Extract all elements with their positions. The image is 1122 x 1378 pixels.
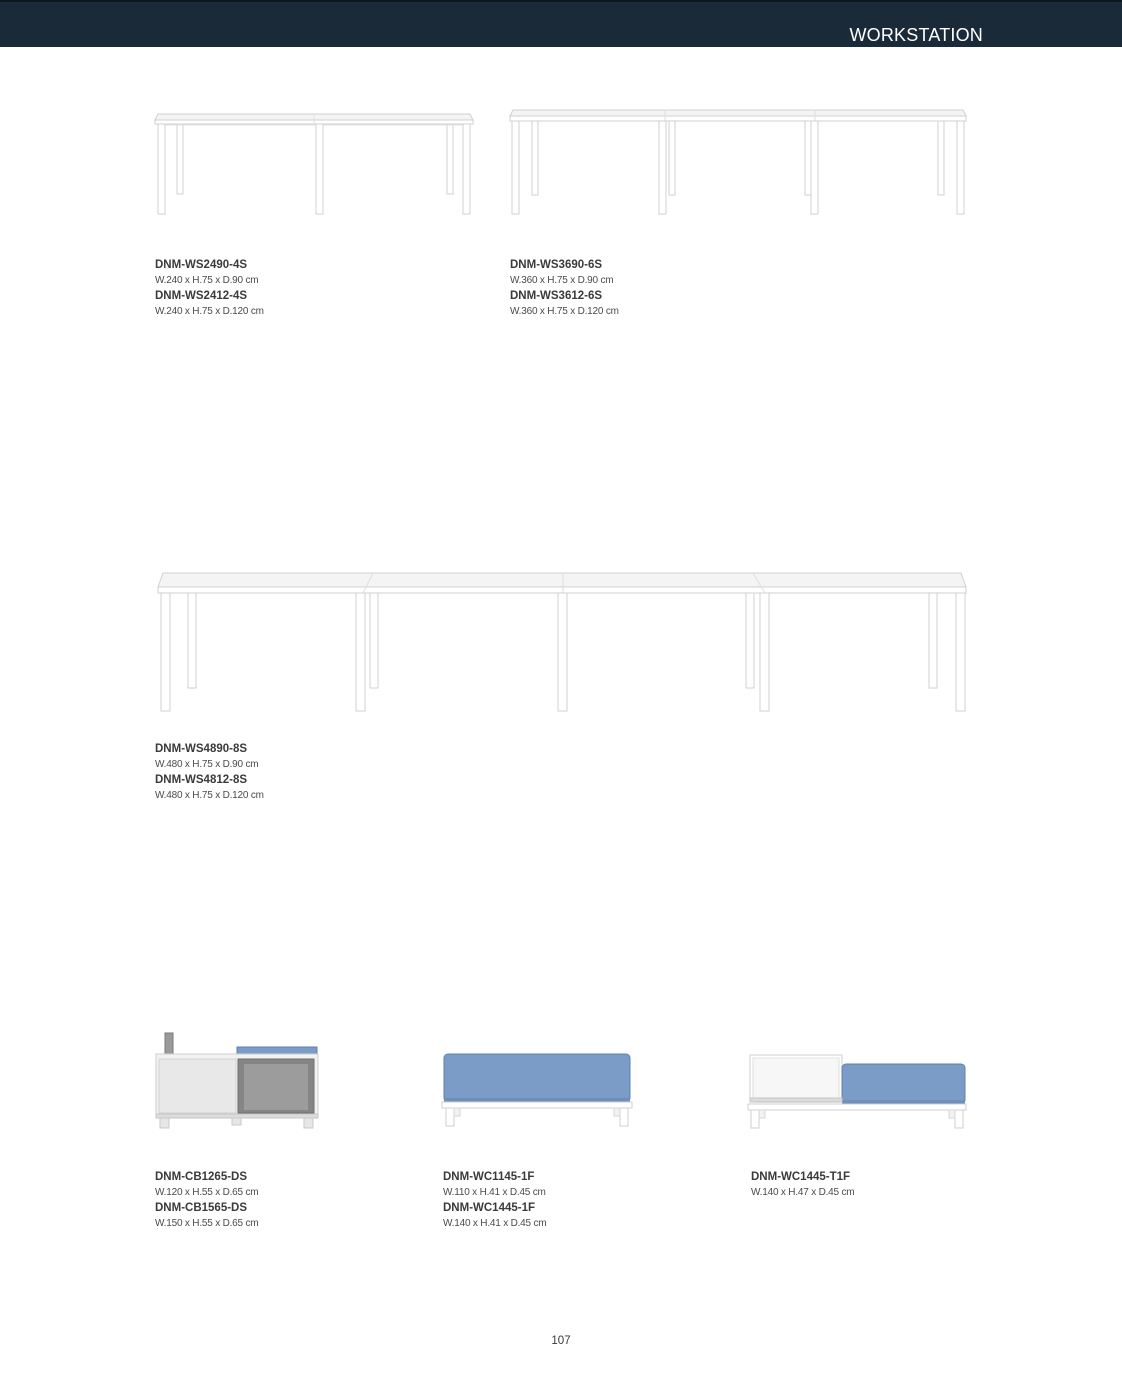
- product-spec-cabinet: [155, 1170, 475, 1232]
- model-code: DNM-WS2412-4S: [155, 290, 248, 302]
- dimensions: W.240 x H.75 x D.120 cm: [155, 306, 264, 317]
- model-code: DNM-WC1445-1F: [443, 1202, 536, 1214]
- bench-illustration: [438, 1048, 638, 1133]
- dimensions: W.240 x H.75 x D.90 cm: [155, 275, 259, 286]
- product-image-bench-with-table: [744, 1050, 974, 1135]
- dimensions: W.480 x H.75 x D.90 cm: [155, 759, 259, 770]
- product-spec-bench-with-table: [751, 1170, 1071, 1201]
- dimensions: W.360 x H.75 x D.90 cm: [510, 275, 614, 286]
- product-image-4-seat-desk: [150, 100, 480, 220]
- cabinet-illustration: [150, 1028, 325, 1133]
- product-spec-4-seat: [155, 258, 475, 320]
- section-title: WORKSTATION: [849, 25, 983, 45]
- desk-4-seat-illustration: [150, 100, 480, 220]
- dimensions: W.360 x H.75 x D.120 cm: [510, 306, 619, 317]
- product-image-bench: [438, 1048, 638, 1133]
- model-code: DNM-WC1445-T1F: [751, 1171, 851, 1183]
- model-code: DNM-WC1145-1F: [443, 1171, 535, 1183]
- dimensions: W.140 x H.47 x D.45 cm: [751, 1187, 855, 1198]
- desk-6-seat-illustration: [505, 100, 975, 220]
- model-code: DNM-WS3690-6S: [510, 259, 603, 271]
- product-spec-8-seat: [155, 742, 475, 804]
- dimensions: W.150 x H.55 x D.65 cm: [155, 1218, 259, 1229]
- model-code: DNM-WS4890-8S: [155, 743, 248, 755]
- model-code: DNM-WS3612-6S: [510, 290, 603, 302]
- dimensions: W.140 x H.41 x D.45 cm: [443, 1218, 547, 1229]
- model-code: DNM-CB1265-DS: [155, 1171, 248, 1183]
- bench-table-illustration: [744, 1050, 974, 1135]
- product-spec-6-seat: [510, 258, 830, 320]
- model-code: DNM-WS4812-8S: [155, 774, 248, 786]
- dimensions: W.110 x H.41 x D.45 cm: [443, 1187, 546, 1198]
- desk-8-seat-illustration: [153, 565, 973, 715]
- product-image-cabinet: [150, 1028, 325, 1133]
- product-image-6-seat-desk: [505, 100, 975, 220]
- model-code: DNM-WS2490-4S: [155, 259, 248, 271]
- product-image-8-seat-desk: [153, 565, 973, 715]
- header-bar: [0, 0, 1122, 47]
- product-spec-bench: [443, 1170, 763, 1232]
- page-number: 107: [551, 1335, 571, 1347]
- dimensions: W.480 x H.75 x D.120 cm: [155, 790, 264, 801]
- model-code: DNM-CB1565-DS: [155, 1202, 248, 1214]
- dimensions: W.120 x H.55 x D.65 cm: [155, 1187, 259, 1198]
